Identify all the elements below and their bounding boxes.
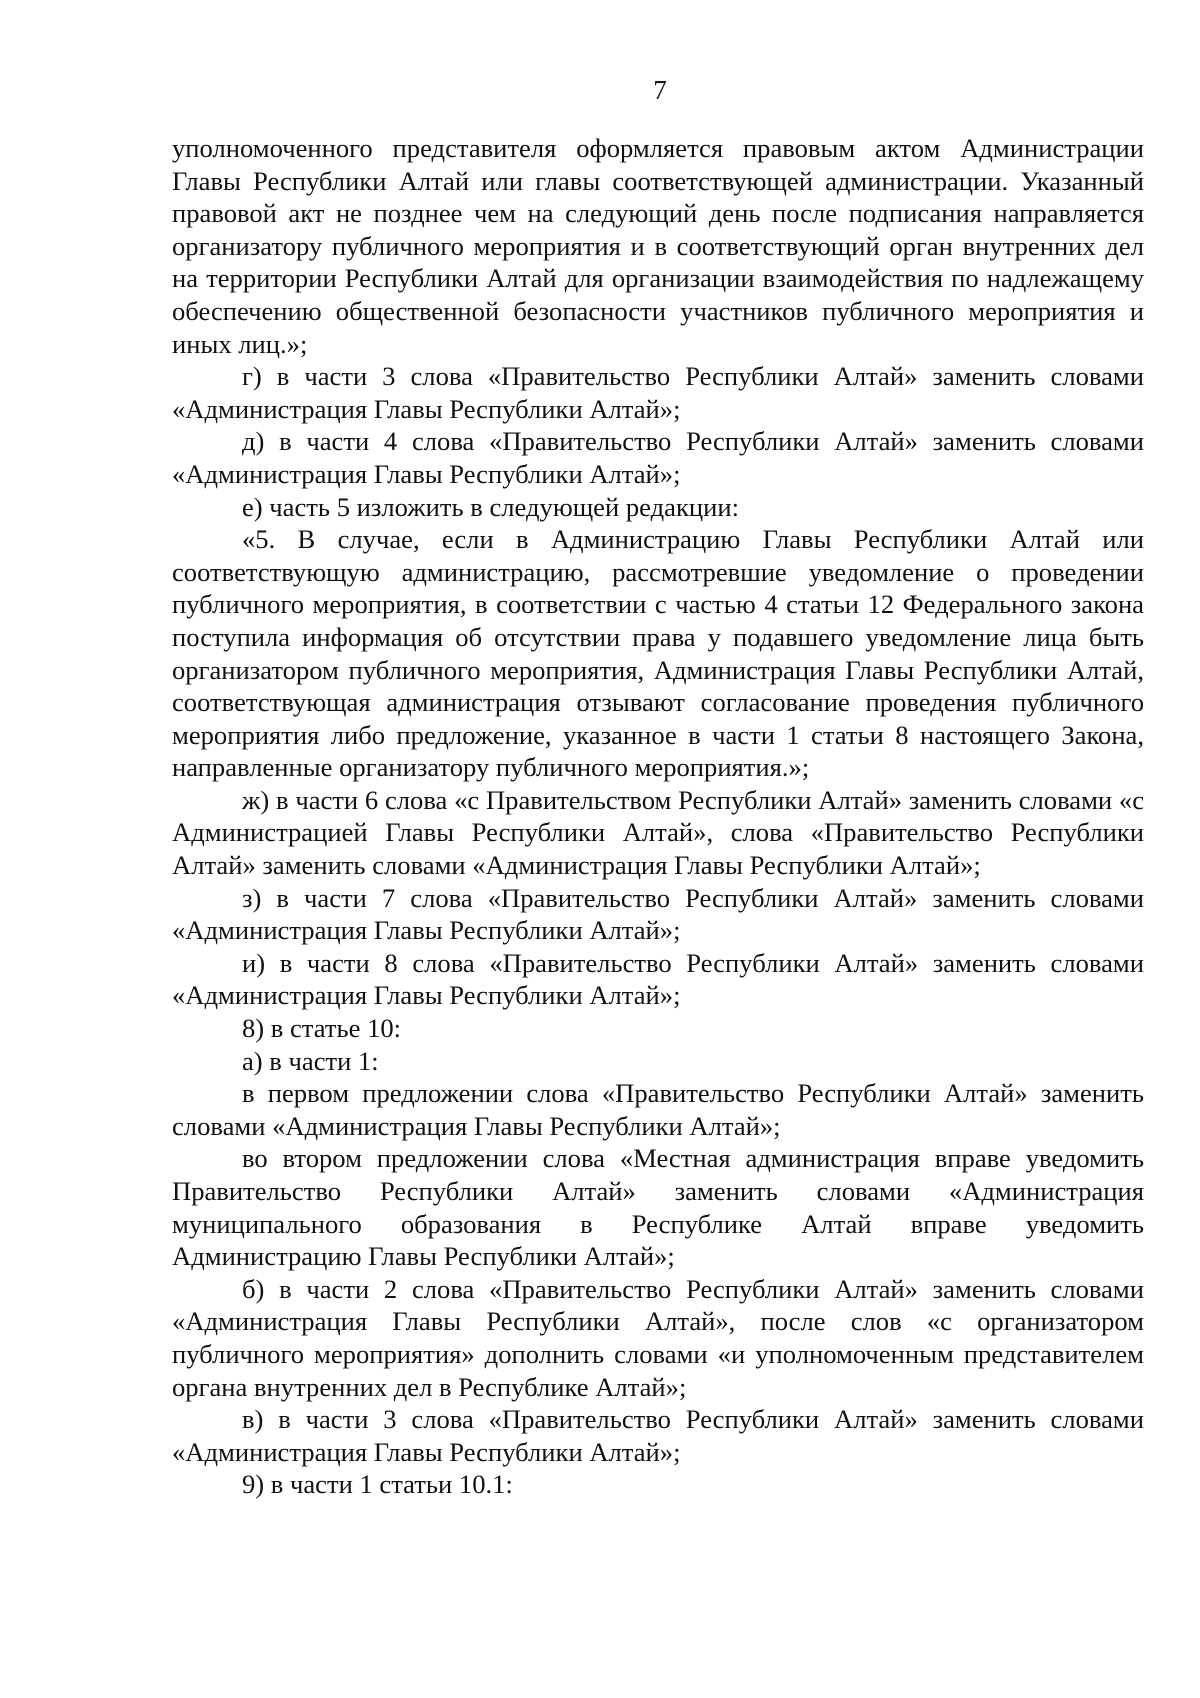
- paragraph-item-z: з) в части 7 слова «Правительство Республики Алтай» заменить словами «Администрация Главы Республики Алтай»;: [172, 882, 1144, 946]
- paragraph-item-g: г) в части 3 слова «Правительство Республики Алтай» заменить словами «Администрация Главы Республики Алтай»;: [172, 361, 1144, 424]
- paragraph-continuation: уполномоченного представителя оформляется правовым актом Администрации Главы Республики Алтай или главы соответствующей администрации. Указанный правовой акт не позднее чем на следующий день после подписания направляется организатору публичного мероприятия и в соответствующий орган внутренних дел на территории Республики Алтай для организации взаимодействия по надлежащему обеспечению общественной безопасности участников публичного мероприятия и иных лиц.»;: [172, 133, 1144, 359]
- paragraph-item-d: д) в части 4 слова «Правительство Республики Алтай» заменить словами «Администрация Главы Республики Алтай»;: [172, 426, 1144, 489]
- paragraph-item-a: а) в части 1:: [242, 1045, 379, 1076]
- page-number: 7: [653, 75, 667, 105]
- paragraph-article-10-heading: 8) в статье 10:: [242, 1013, 402, 1044]
- paragraph-second-sentence: во втором предложении слова «Местная администрация вправе уведомить Правительство Республики Алтай» заменить словами «Администрация муниципального образования в Республике Алтай вправе уведомить Администрацию Главы Республики Алтай»;: [172, 1143, 1144, 1272]
- paragraph-item-zh: ж) в части 6 слова «с Правительством Республики Алтай» заменить словами «с Администрацией Главы Республики Алтай», слова «Правительство Республики Алтай» заменить словами «Администрация Главы Республики Алтай»;: [172, 784, 1144, 881]
- paragraph-item-b: б) в части 2 слова «Правительство Республики Алтай» заменить словами «Администрация Главы Республики Алтай», после слов «с организатором публичного мероприятия» дополнить словами «и уполномоченным представителем органа внутренних дел в Республике Алтай»;: [172, 1273, 1144, 1402]
- paragraph-item-e: е) часть 5 изложить в следующей редакции:: [242, 491, 739, 522]
- paragraph-part-5-text: «5. В случае, если в Администрацию Главы Республики Алтай или соответствующую администрацию, рассмотревшие уведомление о проведении публичного мероприятия, в соответствии с частью 4 статьи 12 Федерального закона поступила информация об отсутствии права у подавшего уведомление лица быть организатором публичного мероприятия, Администрация Главы Республики Алтай, соответствующая администрация отзывают согласование проведения публичного мероприятия либо предложение, указанное в части 1 статьи 8 настоящего Закона, направленные организатору публичного мероприятия.»;: [172, 524, 1144, 783]
- paragraph-article-10-1-heading: 9) в части 1 статьи 10.1:: [242, 1469, 513, 1500]
- paragraph-first-sentence: в первом предложении слова «Правительство Республики Алтай» заменить словами «Администрация Главы Республики Алтай»;: [172, 1078, 1144, 1141]
- paragraph-item-i: и) в части 8 слова «Правительство Республики Алтай» заменить словами «Администрация Главы Республики Алтай»;: [172, 947, 1144, 1011]
- document-body: [172, 132, 1144, 1501]
- paragraph-item-v: в) в части 3 слова «Правительство Республики Алтай» заменить словами «Администрация Главы Республики Алтай»;: [172, 1404, 1144, 1467]
